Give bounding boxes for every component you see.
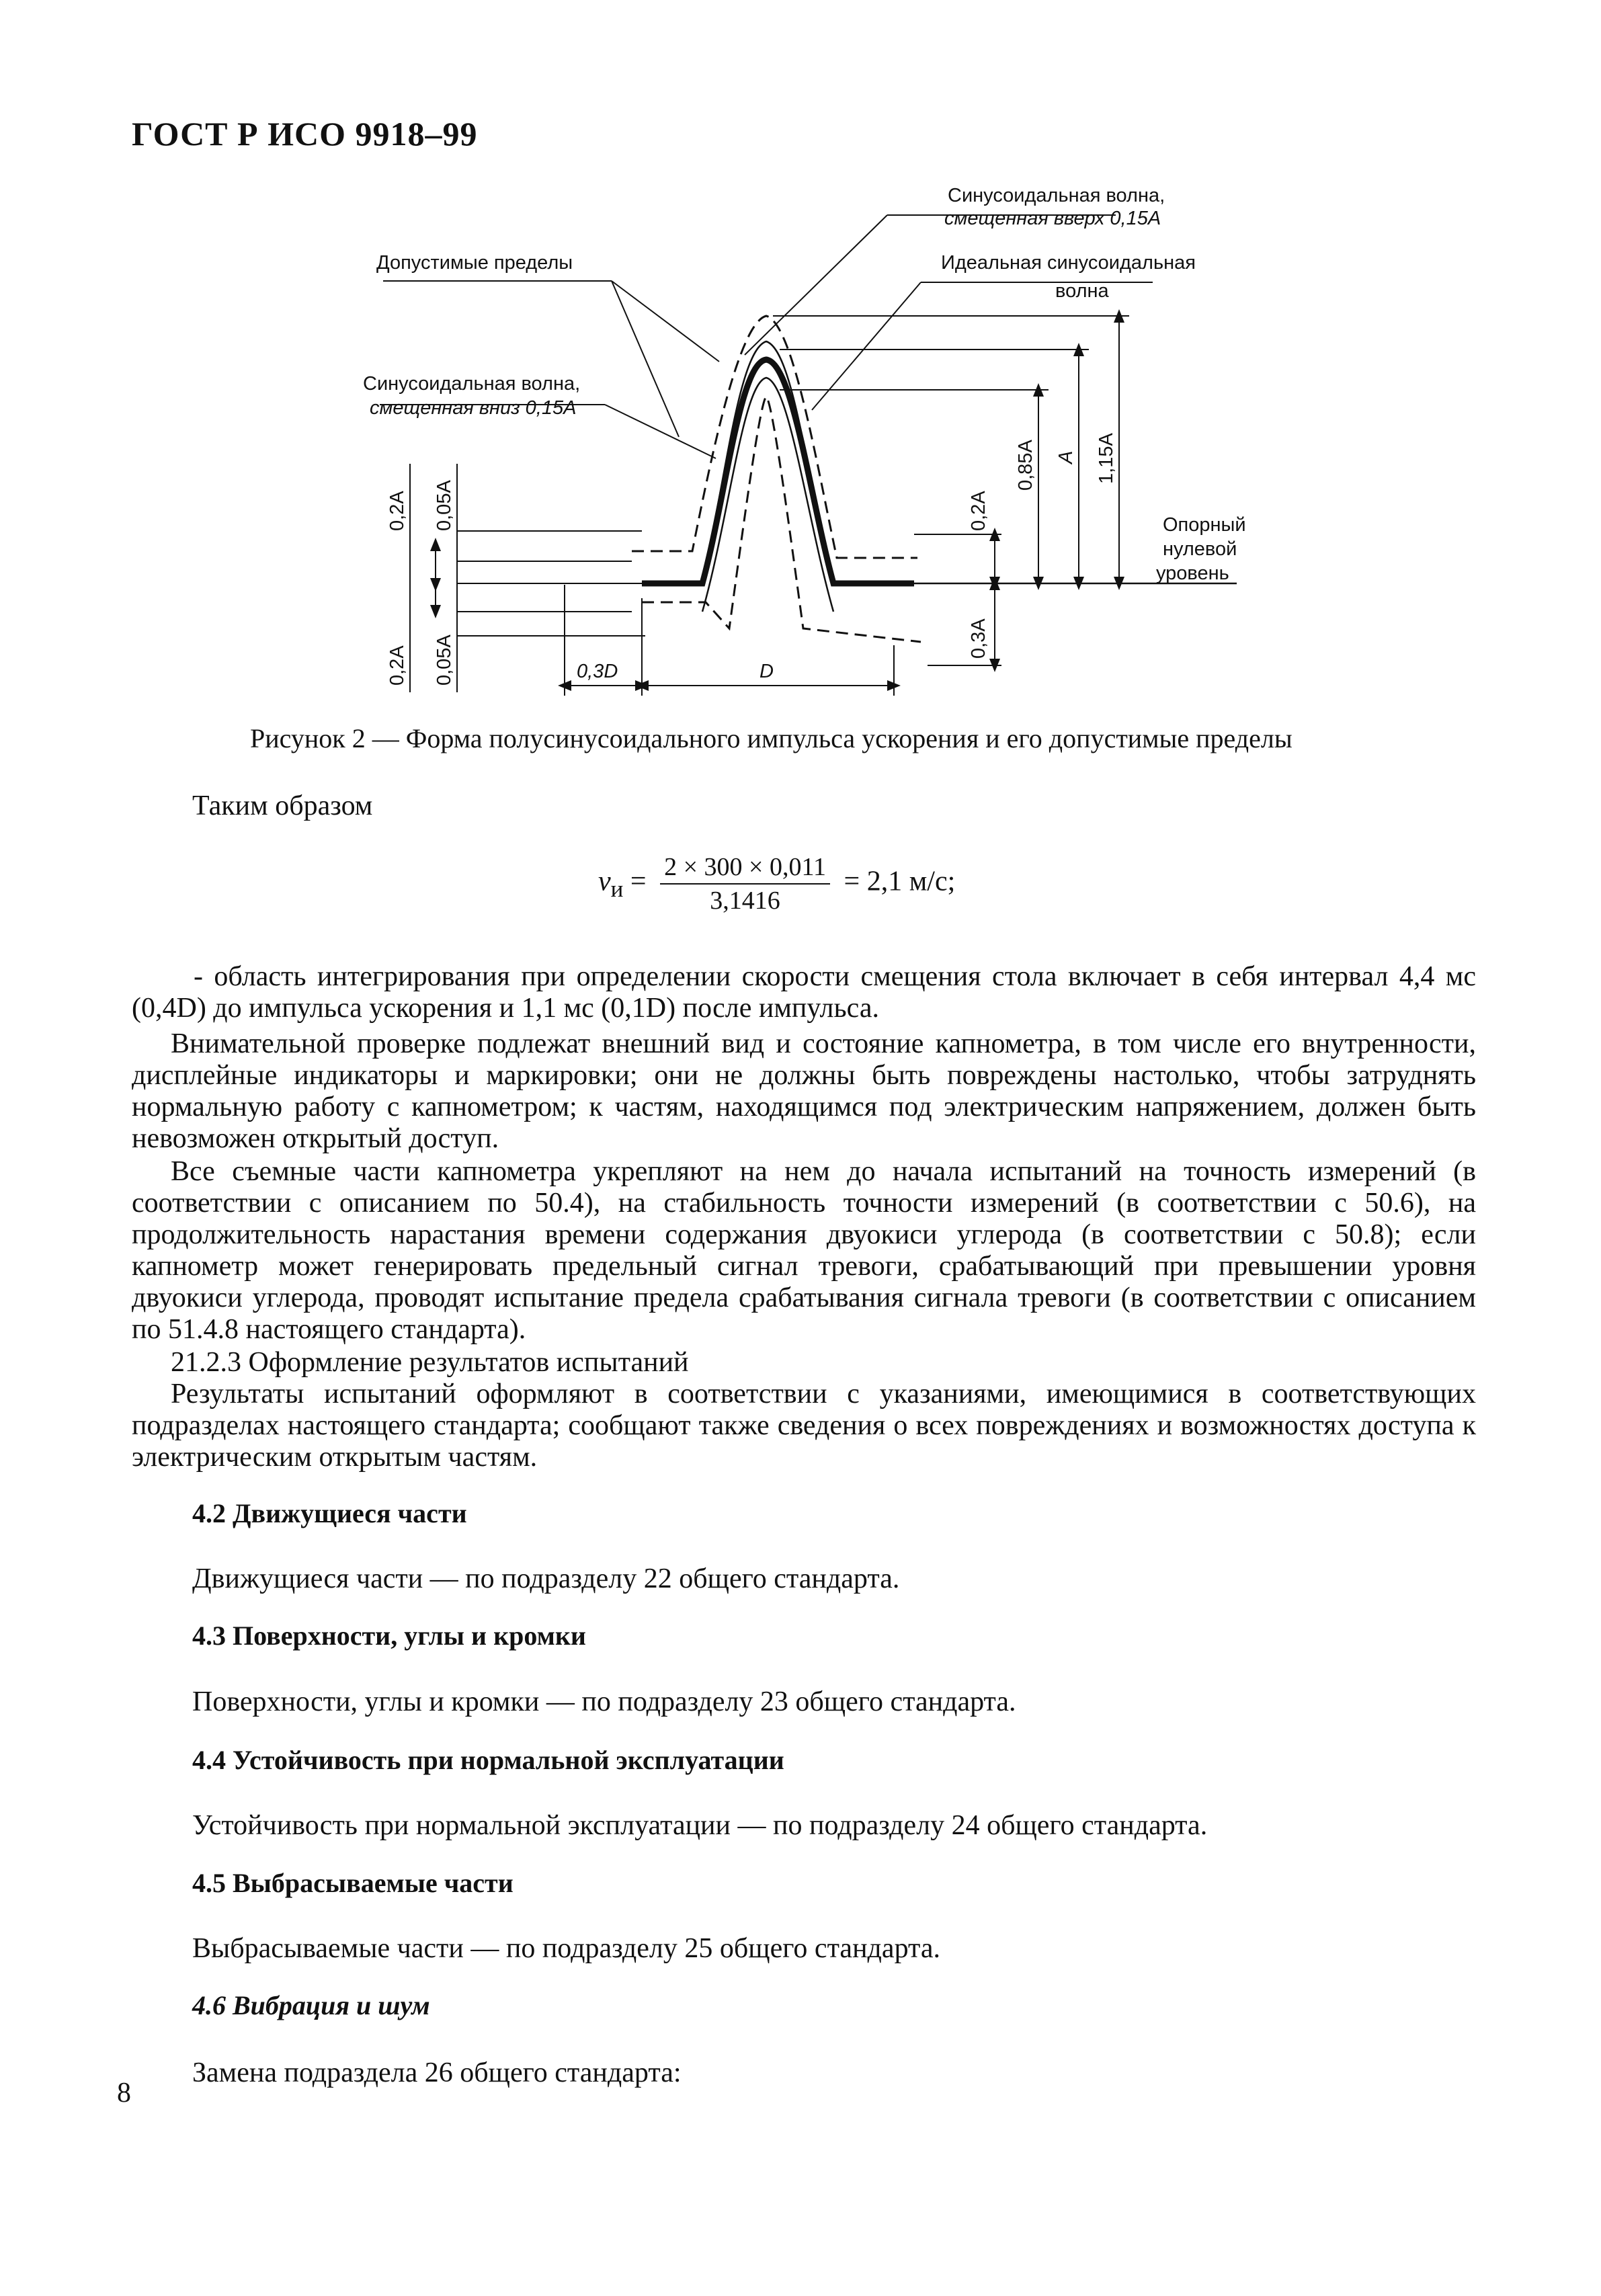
dim-right-02: 0,2A xyxy=(968,491,989,531)
section-4-6-text: Замена подраздела 26 общего стандарта: xyxy=(192,2057,682,2088)
formula-numerator: 2 × 300 × 0,011 xyxy=(660,852,830,885)
label-ideal-1: Идеальная синусоидальная xyxy=(941,252,1196,274)
dim-right-a: A xyxy=(1055,450,1077,464)
formula-denominator: 3,1416 xyxy=(710,887,780,915)
label-upper-shifted-2: смещенная вверх 0,15A xyxy=(944,208,1161,229)
upper-shifted-sine xyxy=(706,341,830,565)
paragraph-subsection-title: 21.2.3 Оформление результатов испытаний xyxy=(171,1347,689,1378)
label-reference-2: нулевой xyxy=(1163,538,1237,560)
label-tolerances: Допустимые пределы xyxy=(376,252,573,274)
section-4-4-text: Устойчивость при нормальной эксплуатации — по подразделу 24 общего стандарта. xyxy=(192,1810,1208,1841)
dim-left-top-inner: 0,05A xyxy=(434,480,455,531)
page-number: 8 xyxy=(117,2078,131,2108)
section-4-3-title: 4.3 Поверхности, углы и кромки xyxy=(192,1621,586,1651)
document-header: ГОСТ Р ИСО 9918–99 xyxy=(132,115,478,153)
figure-half-sine-pulse xyxy=(336,181,1290,706)
dim-bottom-03d: 0,3D xyxy=(577,661,618,682)
dim-bottom-d: D xyxy=(760,661,774,682)
section-4-6-title: 4.6 Вибрация и шум xyxy=(192,1990,430,2020)
label-reference-3: уровень xyxy=(1156,563,1229,584)
section-4-3-text: Поверхности, углы и кромки — по подразделу 23 общего стандарта. xyxy=(192,1686,1016,1717)
formula-lhs-sub: и xyxy=(610,876,624,903)
paragraph-inspection: Внимательной проверке подлежат внешний вид и состояние капнометра, в том числе его внутренности, дисплейные индикаторы и маркировки; они не должны быть повреждены настолько, чтобы затруднять нормальную работу с капнометром; к частям, находящимся под электрическим напряжением, должен быть невозможен открытый доступ. xyxy=(132,1028,1476,1154)
section-4-5-title: 4.5 Выбрасываемые части xyxy=(192,1868,514,1898)
thus-text: Таким образом xyxy=(192,790,373,821)
section-4-5-text: Выбрасываемые части — по подразделу 25 общего стандарта. xyxy=(192,1933,941,1964)
formula-eq: = xyxy=(630,866,647,897)
label-ideal-2: волна xyxy=(1055,280,1109,302)
label-reference-1: Опорный xyxy=(1163,514,1246,536)
paragraph-integration: - область интегрирования при определении скорости смещения стола включает в себя интервал 4,4 мс (0,4D) до импульса ускорения и 1,1 мс (0,1D) после импульса. xyxy=(132,961,1476,1024)
label-lower-shifted-1: Синусоидальная волна, xyxy=(363,373,581,395)
dim-right-03: 0,3A xyxy=(968,618,989,659)
dim-left-bottom-outer: 0,2A xyxy=(386,645,408,686)
velocity-formula xyxy=(598,852,955,915)
paragraph-removable-parts: Все съемные части капнометра укрепляют на нем до начала испытаний на точность измерений (в соответствии с описанием по 50.4), на стабильность точности измерений (в соответствии с 50.6), на продолжительность нарастания времени содержания двуокиси углерода (в соответствии с 50.8); если капнометр может генерировать предельный сигнал тревоги, срабатывающий при превышении уровня двуокиси углерода, проводят испытание предела срабатывания сигнала тревоги (в соответствии с описанием по 51.4.8 настоящего стандарта). xyxy=(132,1156,1476,1345)
dim-right-085: 0,85A xyxy=(1015,440,1036,491)
dim-right-115: 1,15A xyxy=(1096,433,1117,484)
formula-rhs: = 2,1 м/с; xyxy=(844,866,956,897)
section-4-2-title: 4.2 Движущиеся части xyxy=(192,1498,467,1528)
label-lower-shifted-2: смещенная вниз 0,15A xyxy=(370,397,577,419)
section-4-4-title: 4.4 Устойчивость при нормальной эксплуатации xyxy=(192,1745,784,1775)
dim-left-bottom-inner: 0,05A xyxy=(434,634,455,686)
formula-lhs: v xyxy=(598,866,611,897)
label-upper-shifted-1: Синусоидальная волна, xyxy=(948,185,1165,206)
upper-tolerance-curve xyxy=(632,316,917,558)
figure-caption: Рисунок 2 — Форма полусинусоидального импульса ускорения и его допустимые пределы xyxy=(250,723,1292,753)
pulse-diagram xyxy=(336,181,1290,706)
section-4-2-text: Движущиеся части — по подразделу 22 общего стандарта. xyxy=(192,1563,900,1594)
lower-tolerance-curve xyxy=(642,397,921,642)
dim-left-top-outer: 0,2A xyxy=(386,491,408,531)
formula-fraction xyxy=(660,852,830,915)
paragraph-results: Результаты испытаний оформляют в соответствии с указаниями, имеющимися в соответствующих подразделах настоящего стандарта; сообщают также сведения о всех повреждениях и возможностях доступа к электрическим открытым частям. xyxy=(132,1379,1476,1473)
